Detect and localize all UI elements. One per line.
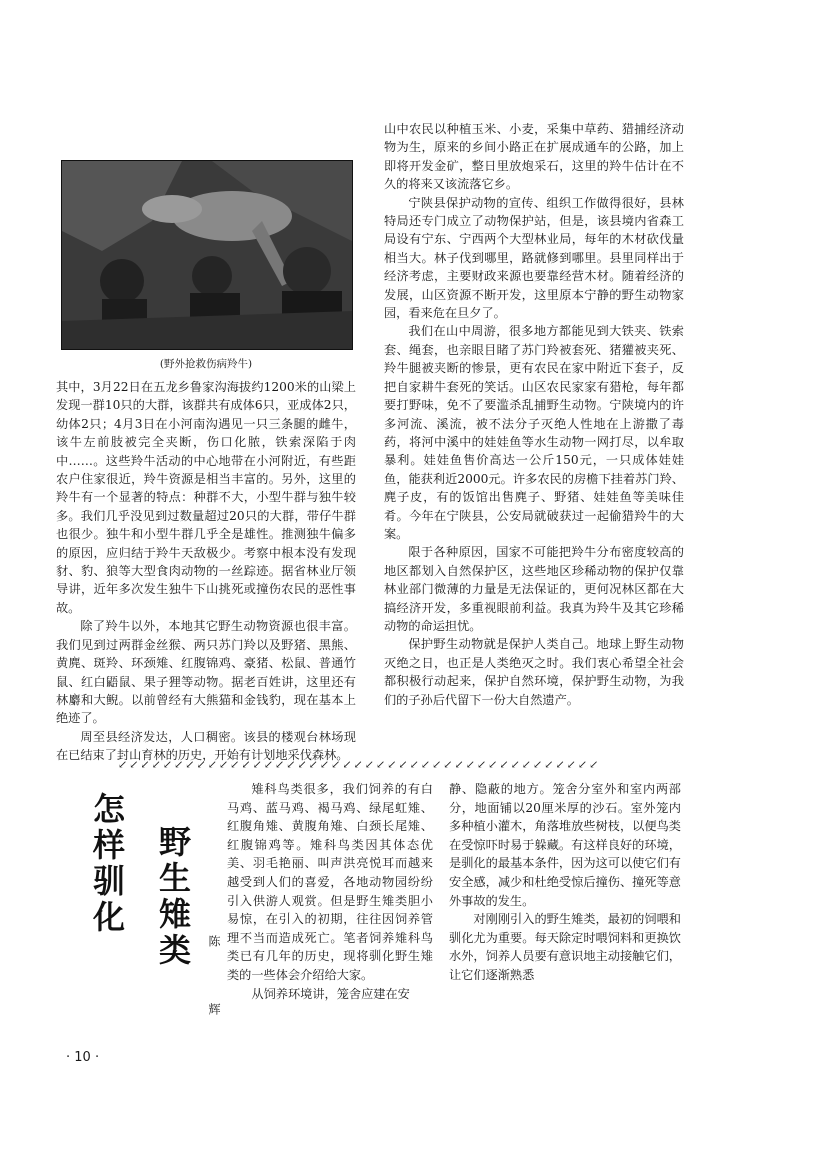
paragraph: 静、隐蔽的地方。笼舍分室外和室内两部分，地面铺以20厘米厚的沙石。室外笼内多种植小灌木，角落堆放些树枝，以便鸟类在受惊吓时易于躲藏。有这样良好的环境，是驯化的最基本条件，因为这可以使它们有安全感，减少和杜绝受惊后撞伤、撞死等意外事故的发生。: [449, 782, 681, 908]
right-column: [384, 120, 684, 709]
paragraph: 从饲养环境讲，笼舍应建在安: [251, 986, 410, 1001]
article-title-part1: 怎样驯化: [88, 792, 126, 936]
paragraph: 除了羚牛以外，本地其它野生动物资源也很丰富。我们见到过两群金丝猴、两只苏门羚以及野猪、黑熊、黄麂、斑羚、环颈雉、红腹锦鸡、豪猪、松鼠、普通竹鼠、红白鼯鼠、果子狸等动物。据老百姓讲，这里还有林麝和大鲵。以前曾经有大熊猫和金钱豹，现在基本上绝迹了。: [56, 619, 356, 726]
photo-caption: (野外抢救伤病羚牛): [159, 358, 253, 370]
paragraph: 我们在山中周游，很多地方都能见到大铁夹、铁索套、绳套，也亲眼目睹了苏门羚被套死、猪獾被夹死、羚牛腿被夹断的惨景，更有农民在家中附近下套子，反把自家耕牛套死的笑话。山区农民家家有猎枪，每年都要打野味，免不了要滥杀乱捕野生动物。宁陕境内的许多河流、溪流，被不法分子灭绝人性地在上游撒了毒药，将河中溪中的娃娃鱼等水生动物一网打尽，以牟取暴利。娃娃鱼售价高达一公斤150元，一只成体娃娃鱼，能获利近2000元。许多农民的房檐下挂着苏门羚、麂子皮，有的饭馆出售麂子、野猪、娃娃鱼等美味佳肴。今年在宁陕县，公安局就破获过一起偷猎羚牛的大案。: [384, 324, 684, 541]
article-author: 陈 辉: [207, 935, 221, 1041]
article-column-2: [449, 780, 681, 985]
paragraph: 限于各种原因，国家不可能把羚牛分布密度较高的地区都划入自然保护区，这些地区珍稀动物的保护仅靠林业部门微薄的力量是无法保证的，更何况林区都在大搞经济开发，多重视眼前利益。我真为羚牛及其它珍稀动物的命运担忧。: [384, 545, 684, 633]
paragraph: 对刚刚引入的野生雉类，最初的饲喂和驯化尤为重要。每天除定时喂饲料和更换饮水外，饲养人员要有意识地主动接触它们，让它们逐渐熟悉: [449, 912, 681, 982]
paragraph: 周至县经济发达，人口稠密。该县的楼观台林场现在已结束了封山育林的历史，开始有计划地采伐森林。: [56, 729, 356, 763]
photo-image: [62, 161, 352, 349]
paragraph: 山中农民以种植玉米、小麦，采集中草药、猎捕经济动物为生，原来的乡间小路正在扩展成通车的公路，加上即将开发金矿，整日里放炮采石，这里的羚牛估计在不久的将来又该流落它乡。: [384, 122, 684, 192]
photo-field-rescue: [61, 160, 353, 350]
page-number: · 10 ·: [66, 1050, 100, 1065]
article-title-part2: 野生雉类: [154, 825, 192, 969]
left-column: [56, 378, 356, 765]
paragraph: 宁陕县保护动物的宣传、组织工作做得很好，县林特局还专门成立了动物保护站，但是，该县境内省森工局设有宁东、宁西两个大型林业局，每年的木材砍伐量相当大。林子伐到哪里，路就修到哪里。县里同样出于经济考虑，主要财政来源也要靠经营木材。随着经济的发展，山区资源不断开发，这里原本宁静的野生动物家园，看来危在旦夕了。: [384, 195, 684, 321]
paragraph: 雉科鸟类很多，我们饲养的有白马鸡、蓝马鸡、褐马鸡、绿尾虹雉、红腹角雉、黄腹角雉、白颈长尾雉、红腹锦鸡等。雉科鸟类因其体态优美、羽毛艳丽、叫声洪亮悦耳而越来越受到人们的喜爱，各地动物园纷纷引入供游人观赏。但是野生雉类胆小易惊，在引入的初期，往往因饲养管理不当而造成死亡。笔者饲养雉科鸟类已有几年的历史，现将驯化野生雉类的一些体会介绍给大家。: [227, 782, 433, 982]
article-column-1: [227, 780, 433, 1003]
paragraph: 其中，3月22日在五龙乡鲁家沟海拔约1200米的山梁上发现一群10只的大群，该群共有成体6只，亚成体2只，幼体2只；4月3日在小河南沟遇见一只三条腿的雌牛，该牛左前肢被完全夹断，伤口化脓，铁索深陷于肉中……。这些羚牛活动的中心地带在小河附近，有些距农户住家很近，羚牛资源是相当丰富的。另外，这里的羚牛有一个显著的特点：种群不大，小型牛群与独牛较多。我们几乎没见到过数量超过20只的大群，带仔牛群也很少。独牛和小型牛群几乎全是雄性。推测独牛偏多的原因，应归结于羚牛天敌极少。考察中根本没有发现豺、豹、狼等大型食肉动物的一丝踪迹。据省林业厅领导讲，近年多次发生独牛下山挑死或撞伤农民的恶性事故。: [56, 380, 356, 615]
section-divider: ↙↙↙↙↙↙↙↙↙↙↙↙↙↙↙↙↙↙↙↙↙↙↙↙↙↙↙↙↙↙↙↙↙↙↙↙↙↙↙↙↙↙↙: [118, 758, 601, 770]
paragraph: 保护野生动物就是保护人类自己。地球上野生动物灭绝之日，也正是人类绝灭之时。我们衷心希望全社会都积极行动起来，保护自然环境，保护野生动物，为我们的子孙后代留下一份大自然遗产。: [384, 637, 684, 707]
